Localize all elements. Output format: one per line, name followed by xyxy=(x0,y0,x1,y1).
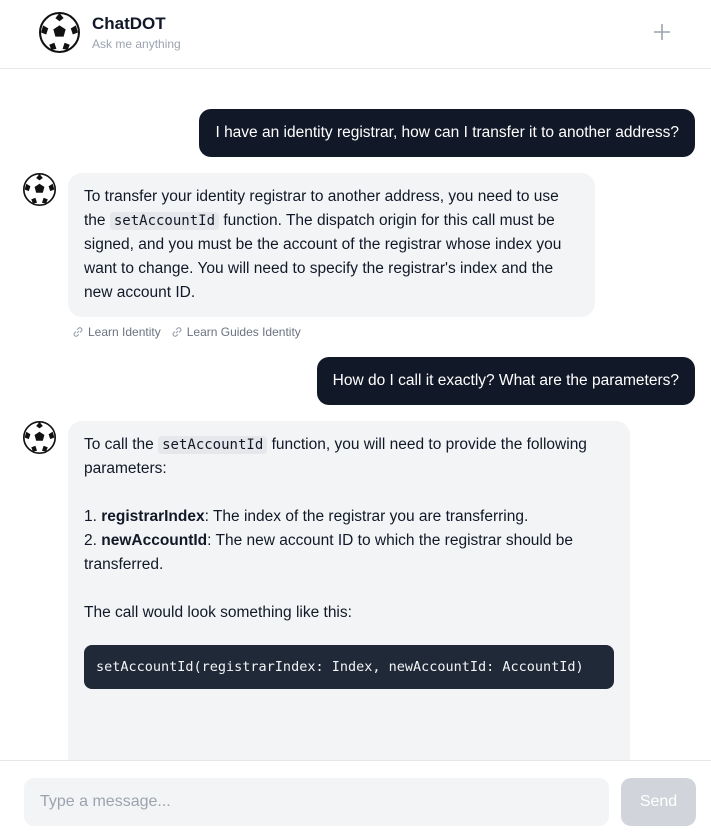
message-list[interactable] xyxy=(0,69,711,760)
assistant-avatar-icon xyxy=(23,173,56,206)
new-chat-button[interactable] xyxy=(650,20,674,44)
soccer-ball-icon xyxy=(39,12,80,53)
assistant-message-text: To transfer your identity registrar to another address, you need to use the setAccountId function. The dispatch origin for this call must be signed, and you must be the account of the registrar whose index you want to change. You will need to specify the registrar's index and the new account ID. xyxy=(84,188,562,301)
link-icon xyxy=(171,326,183,338)
send-button[interactable]: Send xyxy=(621,778,696,826)
message-input[interactable] xyxy=(24,778,609,826)
link-icon xyxy=(72,326,84,338)
user-message: How do I call it exactly? What are the parameters? xyxy=(317,357,695,405)
user-message: I have an identity registrar, how can I transfer it to another address? xyxy=(199,109,695,157)
parameter-item: 1. registrarIndex: The index of the registrar you are transferring. xyxy=(84,508,529,525)
app-title: ChatDOT xyxy=(92,14,166,33)
code-block: setAccountId(registrarIndex: Index, newAccountId: AccountId) xyxy=(84,645,614,689)
source-links xyxy=(72,325,301,339)
source-link[interactable]: Learn Identity xyxy=(72,325,161,339)
assistant-avatar-icon xyxy=(23,421,56,454)
plus-icon xyxy=(653,23,671,41)
chat-header xyxy=(0,0,711,69)
inline-code: setAccountId xyxy=(158,436,267,454)
assistant-message-intro: To call the setAccountId function, you will need to provide the following parameters: xyxy=(84,436,587,477)
parameter-item: 2. newAccountId: The new account ID to which the registrar should be transferred. xyxy=(84,532,574,573)
assistant-message xyxy=(68,421,630,760)
message-composer xyxy=(0,760,711,835)
assistant-message xyxy=(68,173,595,317)
inline-code: setAccountId xyxy=(110,212,219,230)
app-subtitle: Ask me anything xyxy=(92,37,181,51)
source-link[interactable]: Learn Guides Identity xyxy=(171,325,301,339)
assistant-message-outro: The call would look something like this: xyxy=(84,604,352,621)
